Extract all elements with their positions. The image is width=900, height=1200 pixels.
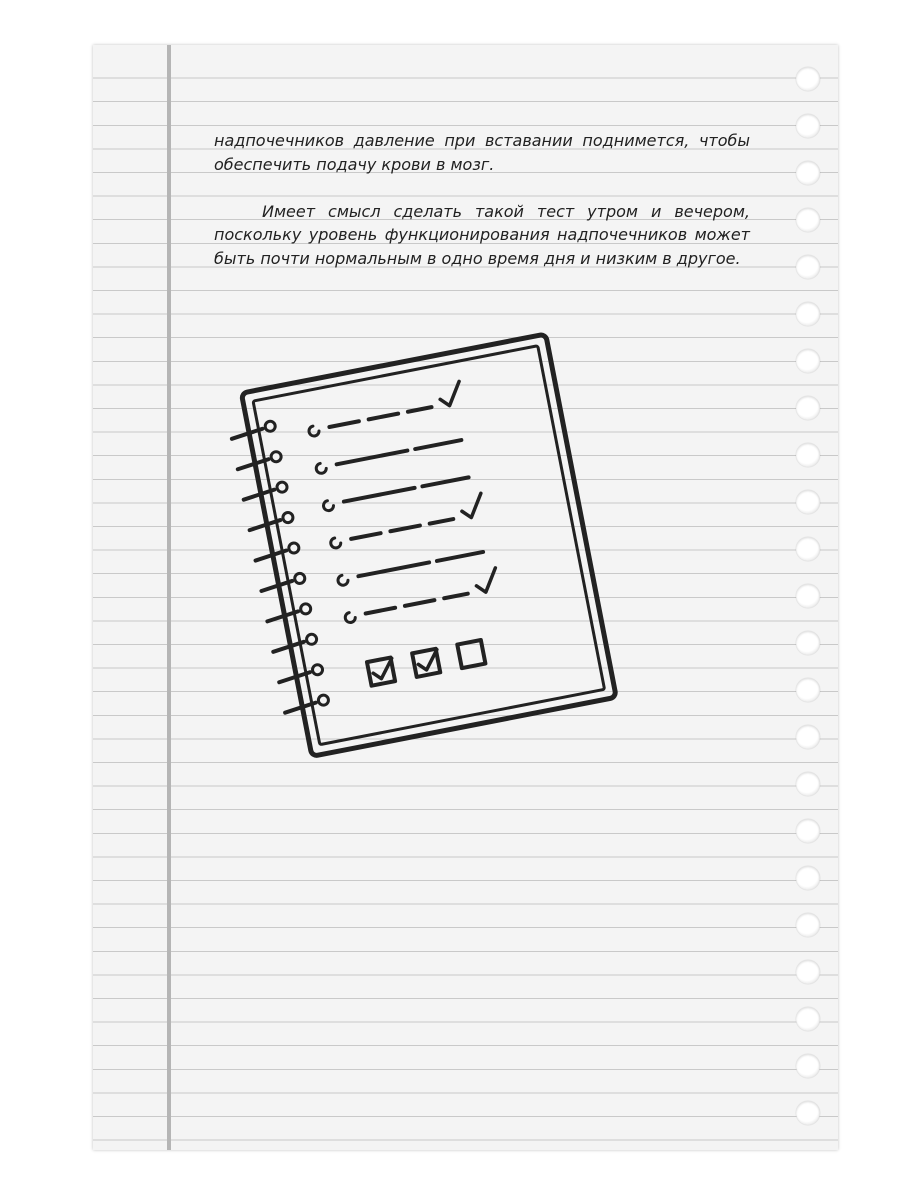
punch-hole [796, 631, 820, 655]
checklist-line [366, 594, 468, 614]
punch-hole [796, 443, 820, 467]
checklist-line [337, 440, 462, 464]
punch-holes [778, 45, 838, 1150]
punch-hole [796, 1054, 820, 1078]
punch-hole [796, 537, 820, 561]
punch-hole [796, 772, 820, 796]
check-mark-icon [459, 493, 485, 519]
spiral-binding [230, 420, 329, 712]
punch-hole [796, 114, 820, 138]
margin-line [167, 45, 171, 1150]
spiral-ring [300, 603, 312, 615]
spiral-ring [312, 664, 324, 676]
checklist-bullet [337, 574, 349, 586]
checkbox [457, 640, 485, 668]
checklist-line [344, 477, 469, 501]
checklist-bullet [315, 462, 327, 474]
notebook-checklist-icon [190, 300, 560, 740]
checkbox-row [367, 640, 485, 686]
spiral-ring [276, 481, 288, 493]
spiral-ring [264, 420, 276, 432]
punch-hole [796, 255, 820, 279]
text-block [214, 129, 750, 271]
checklist-bullet [330, 537, 342, 549]
checklist [305, 381, 500, 623]
checklist-bullet [344, 612, 356, 624]
punch-hole [796, 67, 820, 91]
checklist-bullet [323, 500, 335, 512]
punch-hole [796, 725, 820, 749]
check-mark-icon [438, 381, 464, 407]
spiral-ring [270, 451, 282, 463]
paragraph-2: Имеет смысл сделать такой тест утром и вечером, поскольку уровень функционирования надпочечников может быть почти нормальным в одно время дня и низким в другое. [214, 201, 750, 268]
punch-hole [796, 819, 820, 843]
spiral-ring [306, 633, 318, 645]
checklist-bullet [308, 425, 320, 437]
punch-hole [796, 913, 820, 937]
punch-hole [796, 302, 820, 326]
punch-hole [796, 1101, 820, 1125]
notebook-page [253, 346, 604, 745]
punch-hole [796, 349, 820, 373]
punch-hole [796, 678, 820, 702]
punch-hole [796, 396, 820, 420]
spiral-ring [318, 694, 330, 706]
paragraph-1: надпочечников давление при вставании поднимется, чтобы обеспечить подачу крови в мозг. [214, 131, 750, 174]
punch-hole [796, 866, 820, 890]
checklist-line [351, 519, 453, 539]
spiral-ring [282, 512, 294, 524]
punch-hole [796, 161, 820, 185]
punch-hole [796, 1007, 820, 1031]
punch-hole [796, 960, 820, 984]
punch-hole [796, 490, 820, 514]
checklist-line [329, 407, 431, 427]
check-mark-icon [474, 568, 500, 594]
punch-hole [796, 208, 820, 232]
punch-hole [796, 584, 820, 608]
spiral-ring [294, 573, 306, 585]
checklist-line [358, 552, 483, 576]
spiral-ring [288, 542, 300, 554]
